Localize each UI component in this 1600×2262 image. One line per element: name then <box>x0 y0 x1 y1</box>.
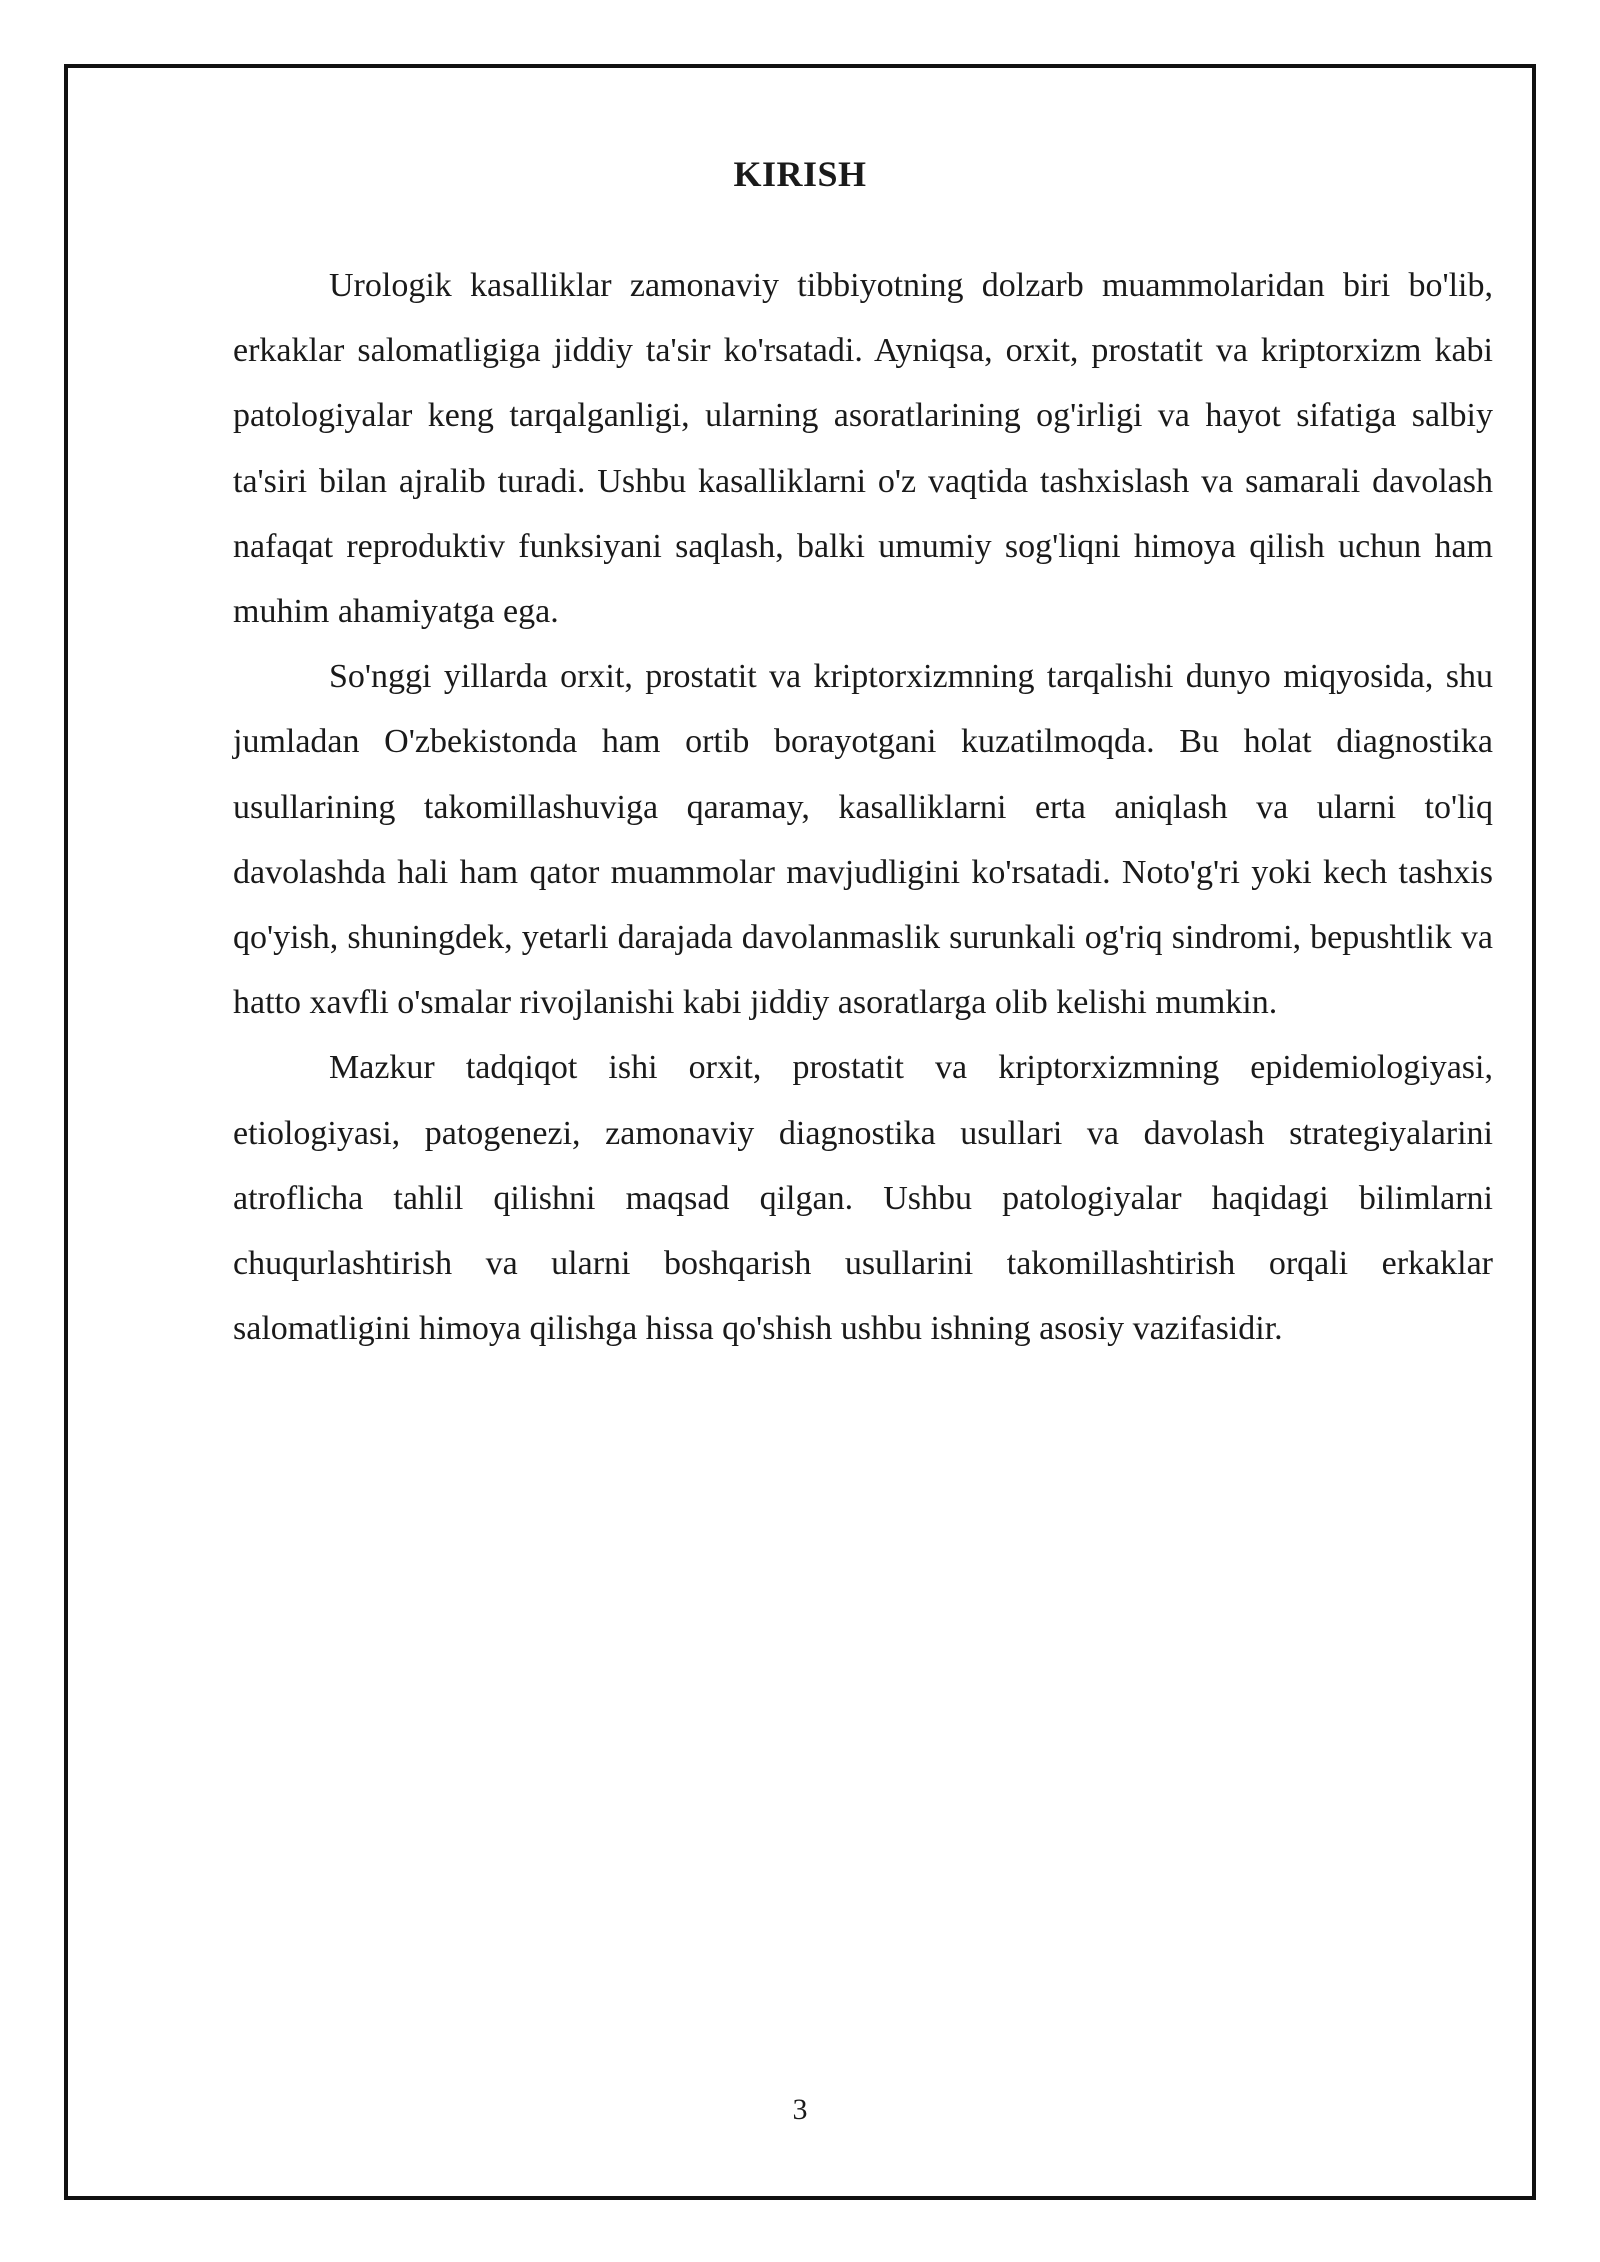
page-number: 3 <box>792 2093 808 2126</box>
paragraph-3: Mazkur tadqiqot ishi orxit, prostatit va kriptorxizmning epidemiologiyasi, etiologiyasi, patogenezi, zamonaviy diagnostika usullari va davolash strategiyalarini atroflicha tahlil qilishni maqsad qilgan. Ushbu patologiyalar haqidagi bilimlarni chuqurlashtirish va ularni boshqarish usullarini takomillashtirish orqali erkaklar salomatligini himoya qilishga hissa qo'shish ushbu ishning asosiy vazifasidir. <box>233 1049 1493 1348</box>
paragraph-2: So'nggi yillarda orxit, prostatit va kriptorxizmning tarqalishi dunyo miqyosida, shu jumladan O'zbekistonda ham ortib borayotgani kuzatilmoqda. Bu holat diagnostika usullarining takomillashuviga qaramay, kasalliklarni erta aniqlash va ularni to'liq davolashda hali ham qator muammolar mavjudligini ko'rsatadi. Noto'g'ri yoki kech tashxis qo'yish, shuningdek, yetarli darajada davolanmaslik surunkali og'riq sindromi, bepushtlik va hatto xavfli o'smalar rivojlanishi kabi jiddiy asoratlarga olib kelishi mumkin. <box>233 658 1493 1022</box>
page-frame <box>64 64 1536 2200</box>
paragraph-1: Urologik kasalliklar zamonaviy tibbiyotning dolzarb muammolaridan biri bo'lib, erkaklar salomatligiga jiddiy ta'sir ko'rsatadi. Ayniqsa, orxit, prostatit va kriptorxizm kabi patologiyalar keng tarqalganligi, ularning asoratlarining og'irligi va hayot sifatiga salbiy ta'siri bilan ajralib turadi. Ushbu kasalliklarni o'z vaqtida tashxislash va samarali davolash nafaqat reproduktiv funksiyani saqlash, balki umumiy sog'liqni himoya qilish uchun ham muhim ahamiyatga ega. <box>233 267 1493 631</box>
document-body <box>233 253 1493 1361</box>
page-title: KIRISH <box>733 154 867 194</box>
